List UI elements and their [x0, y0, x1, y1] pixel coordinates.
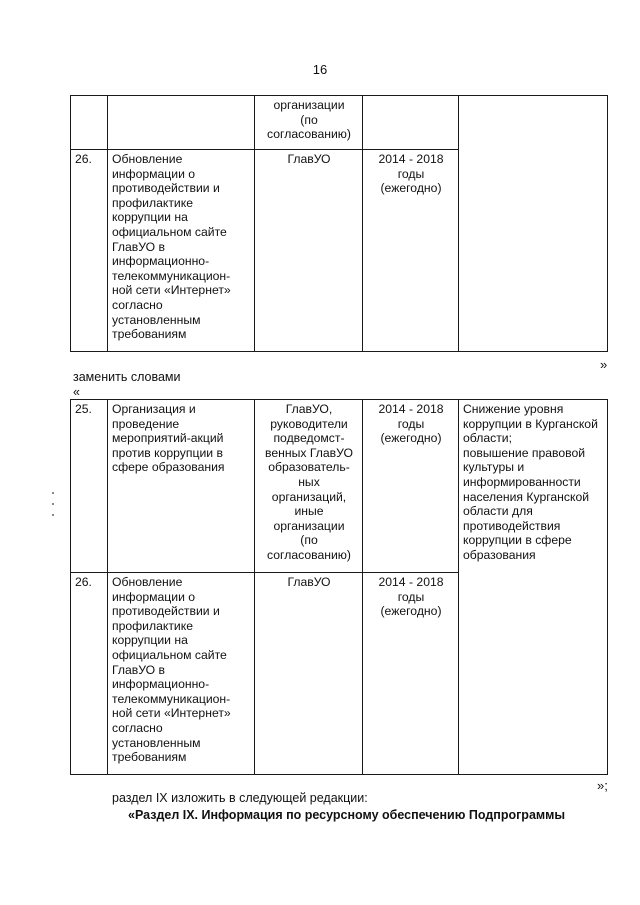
cell-executor: [255, 150, 363, 352]
text-line: коррупции на: [112, 210, 188, 225]
text-line: ных: [298, 474, 320, 489]
text-line: руководители: [270, 416, 348, 431]
text-line: согласно: [112, 720, 163, 735]
page-number: 16: [312, 62, 328, 77]
text-line: повышение правовой: [463, 445, 586, 460]
cell-executor: [255, 400, 363, 573]
cell-number: 26.: [71, 573, 108, 775]
cell-description: [108, 573, 255, 775]
text-line: ной сети «Интернет»: [112, 706, 231, 721]
text-line: (ежегодно): [380, 604, 442, 619]
text-line: ной сети «Интернет»: [112, 283, 231, 298]
text-line: организаций,: [271, 489, 347, 504]
cell-description: [108, 150, 255, 352]
closing-quote-semicolon: »;: [597, 778, 608, 793]
text-line: официальном сайте: [112, 647, 227, 662]
text-line: мероприятий-акций: [112, 431, 224, 446]
cell-number: [71, 96, 108, 150]
text-line: требованиям: [112, 327, 187, 342]
text-line: ГлавУО: [287, 575, 331, 589]
table-fragment-old: [70, 95, 608, 352]
text-line: установленным: [112, 312, 201, 327]
cell-period: [363, 96, 459, 150]
text-line: (по: [300, 112, 318, 127]
scan-artifact: [52, 492, 54, 525]
text-line: требованиям: [112, 750, 187, 765]
text-line: Организация и: [112, 402, 196, 416]
table-row: [71, 400, 608, 573]
text-line: 2014 - 2018: [378, 152, 444, 166]
text-line: ГлавУО,: [285, 402, 333, 416]
text-line: противодействия: [463, 518, 561, 533]
text-line: информационно-: [112, 677, 210, 692]
text-line: информированности: [463, 474, 581, 489]
text-line: годы: [397, 416, 425, 431]
text-line: информации о: [112, 166, 196, 181]
text-line: профилактике: [112, 195, 193, 210]
text-line: проведение: [112, 416, 180, 431]
text-line: профилактике: [112, 618, 193, 633]
text-line: венных ГлавУО: [265, 445, 353, 460]
text-line: иные: [294, 504, 324, 519]
text-line: коррупции на: [112, 633, 188, 648]
text-line: ГлавУО в: [112, 662, 165, 677]
text-line: годы: [397, 589, 425, 604]
cell-description: [108, 96, 255, 150]
text-line: 2014 - 2018: [378, 575, 444, 589]
opening-quote: «: [73, 385, 80, 399]
cell-period: [363, 150, 459, 352]
cell-period: [363, 573, 459, 775]
cell-number: 25.: [71, 400, 108, 573]
text-line: подведомст-: [273, 431, 345, 446]
text-line: организации: [273, 518, 345, 533]
text-line: коррупции в сфере: [463, 533, 572, 548]
section-intro: раздел IX изложить в следующей редакции:: [112, 791, 368, 805]
cell-period: [363, 400, 459, 573]
text-line: против коррупции в: [112, 445, 223, 460]
table-fragment-new: [70, 399, 608, 775]
text-line: согласованию): [267, 127, 351, 142]
text-line: Обновление: [112, 575, 183, 589]
text-line: области для: [463, 504, 533, 519]
text-line: противодействии и: [112, 604, 220, 619]
text-line: 2014 - 2018: [378, 402, 444, 416]
cell-number: 26.: [71, 150, 108, 352]
text-line: годы: [397, 166, 425, 181]
text-line: информации о: [112, 589, 196, 604]
cell-executor: [255, 96, 363, 150]
text-line: информационно-: [112, 254, 210, 269]
replace-text: заменить словами: [73, 370, 181, 384]
table-row: [71, 96, 608, 150]
text-line: согласно: [112, 297, 163, 312]
text-line: Обновление: [112, 152, 183, 166]
text-line: официальном сайте: [112, 224, 227, 239]
cell-result: [459, 96, 608, 352]
text-line: населения Курганской: [463, 489, 590, 504]
text-line: противодействии и: [112, 181, 220, 196]
text-line: телекоммуникацион-: [112, 691, 231, 706]
text-line: телекоммуникацион-: [112, 268, 231, 283]
text-line: установленным: [112, 735, 201, 750]
cell-executor: [255, 573, 363, 775]
text-line: образования: [463, 547, 536, 562]
closing-quote: »: [600, 357, 608, 372]
text-line: (ежегодно): [380, 181, 442, 196]
text-line: организации: [273, 98, 345, 112]
cell-result: [459, 400, 608, 775]
text-line: Снижение уровня: [463, 402, 564, 416]
text-line: (по: [300, 533, 318, 548]
cell-description: [108, 400, 255, 573]
text-line: ГлавУО: [287, 152, 331, 166]
section-heading: «Раздел IX. Информация по ресурсному обеспечению Подпрограммы: [128, 808, 566, 822]
text-line: сфере образования: [112, 460, 225, 475]
text-line: образователь-: [268, 460, 350, 475]
text-line: (ежегодно): [380, 431, 442, 446]
text-line: коррупции в Курганской: [463, 416, 598, 431]
text-line: согласованию): [267, 547, 351, 562]
text-line: культуры и: [463, 460, 525, 475]
text-line: ГлавУО в: [112, 239, 165, 254]
text-line: области;: [463, 431, 512, 446]
